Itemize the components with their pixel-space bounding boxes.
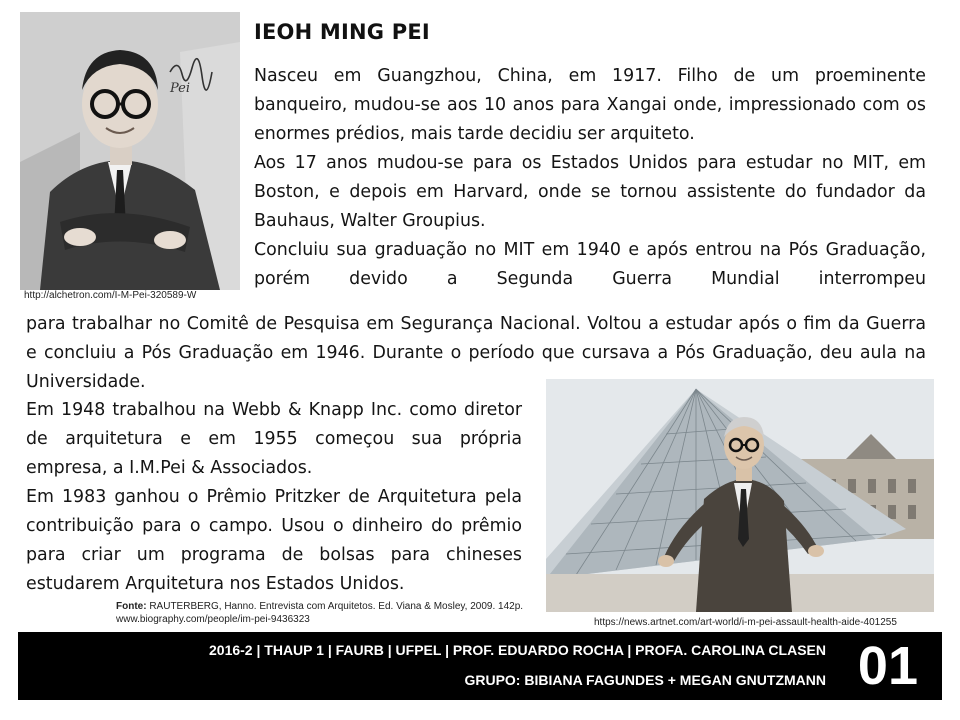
source-url: www.biography.com/people/im-pei-9436323 <box>116 614 310 625</box>
portrait-photo-caption: http://alchetron.com/I-M-Pei-320589-W <box>24 290 197 301</box>
portrait-photo <box>20 12 240 290</box>
page-title: IEOH MING PEI <box>254 20 430 44</box>
pyramid-photo <box>546 379 934 612</box>
paragraph-pritzker: Em 1983 ganhou o Prêmio Pritzker de Arquitetura pela contribuição para o campo. Usou o dinheiro do prêmio para criar um programa de bolsas para chineses estudarem Arquitetura nos Estados Unidos. <box>26 487 522 594</box>
source-text: RAUTERBERG, Hanno. Entrevista com Arquitetos. Ed. Viana & Mosley, 2009. 142p. <box>149 601 524 612</box>
footer-group-info: GRUPO: BIBIANA FAGUNDES + MEGAN GNUTZMANN <box>464 672 826 688</box>
portrait-illustration <box>20 12 240 290</box>
page-number: 01 <box>857 636 918 696</box>
paragraph-career: Em 1948 trabalhou na Webb & Knapp Inc. como diretor de arquitetura e em 1955 começou sua própria empresa, a I.M.Pei & Associados. <box>26 400 522 478</box>
paragraph-birth: Nasceu em Guangzhou, China, em 1917. Filho de um proeminente banqueiro, mudou-se aos 10 anos para Xangai onde, impressionado com os enormes prédios, mais tarde decidiu ser arquiteto. <box>254 66 926 144</box>
pyramid-illustration <box>546 379 934 612</box>
footer-course-info: 2016-2 | THAUP 1 | FAURB | UFPEL | PROF. EDUARDO ROCHA | PROFA. CAROLINA CLASEN <box>209 642 826 658</box>
paragraph-graduation-start: Concluiu sua graduação no MIT em 1940 e após entrou na Pós Graduação, porém devido a Segunda Guerra Mundial interrompeu <box>254 240 926 289</box>
source-note <box>116 600 536 626</box>
pyramid-photo-caption: https://news.artnet.com/art-world/i-m-pei-assault-health-aide-401255 <box>594 617 897 628</box>
paragraph-education: Aos 17 anos mudou-se para os Estados Unidos para estudar no MIT, em Boston, e depois em Harvard, onde se tornou assistente do fundador da Bauhaus, Walter Groupius. <box>254 153 926 231</box>
source-label: Fonte: <box>116 601 147 612</box>
paragraph-graduation-continued: para trabalhar no Comitê de Pesquisa em Segurança Nacional. Voltou a estudar após o fim da Guerra e concluiu a Pós Graduação em 1946. Durante o período que cursava a Pós Graduação, deu aula na Universidade. <box>26 314 926 392</box>
footer-bar <box>18 632 942 700</box>
portrait-signature: Pei <box>170 81 191 96</box>
source-reference <box>116 600 536 613</box>
